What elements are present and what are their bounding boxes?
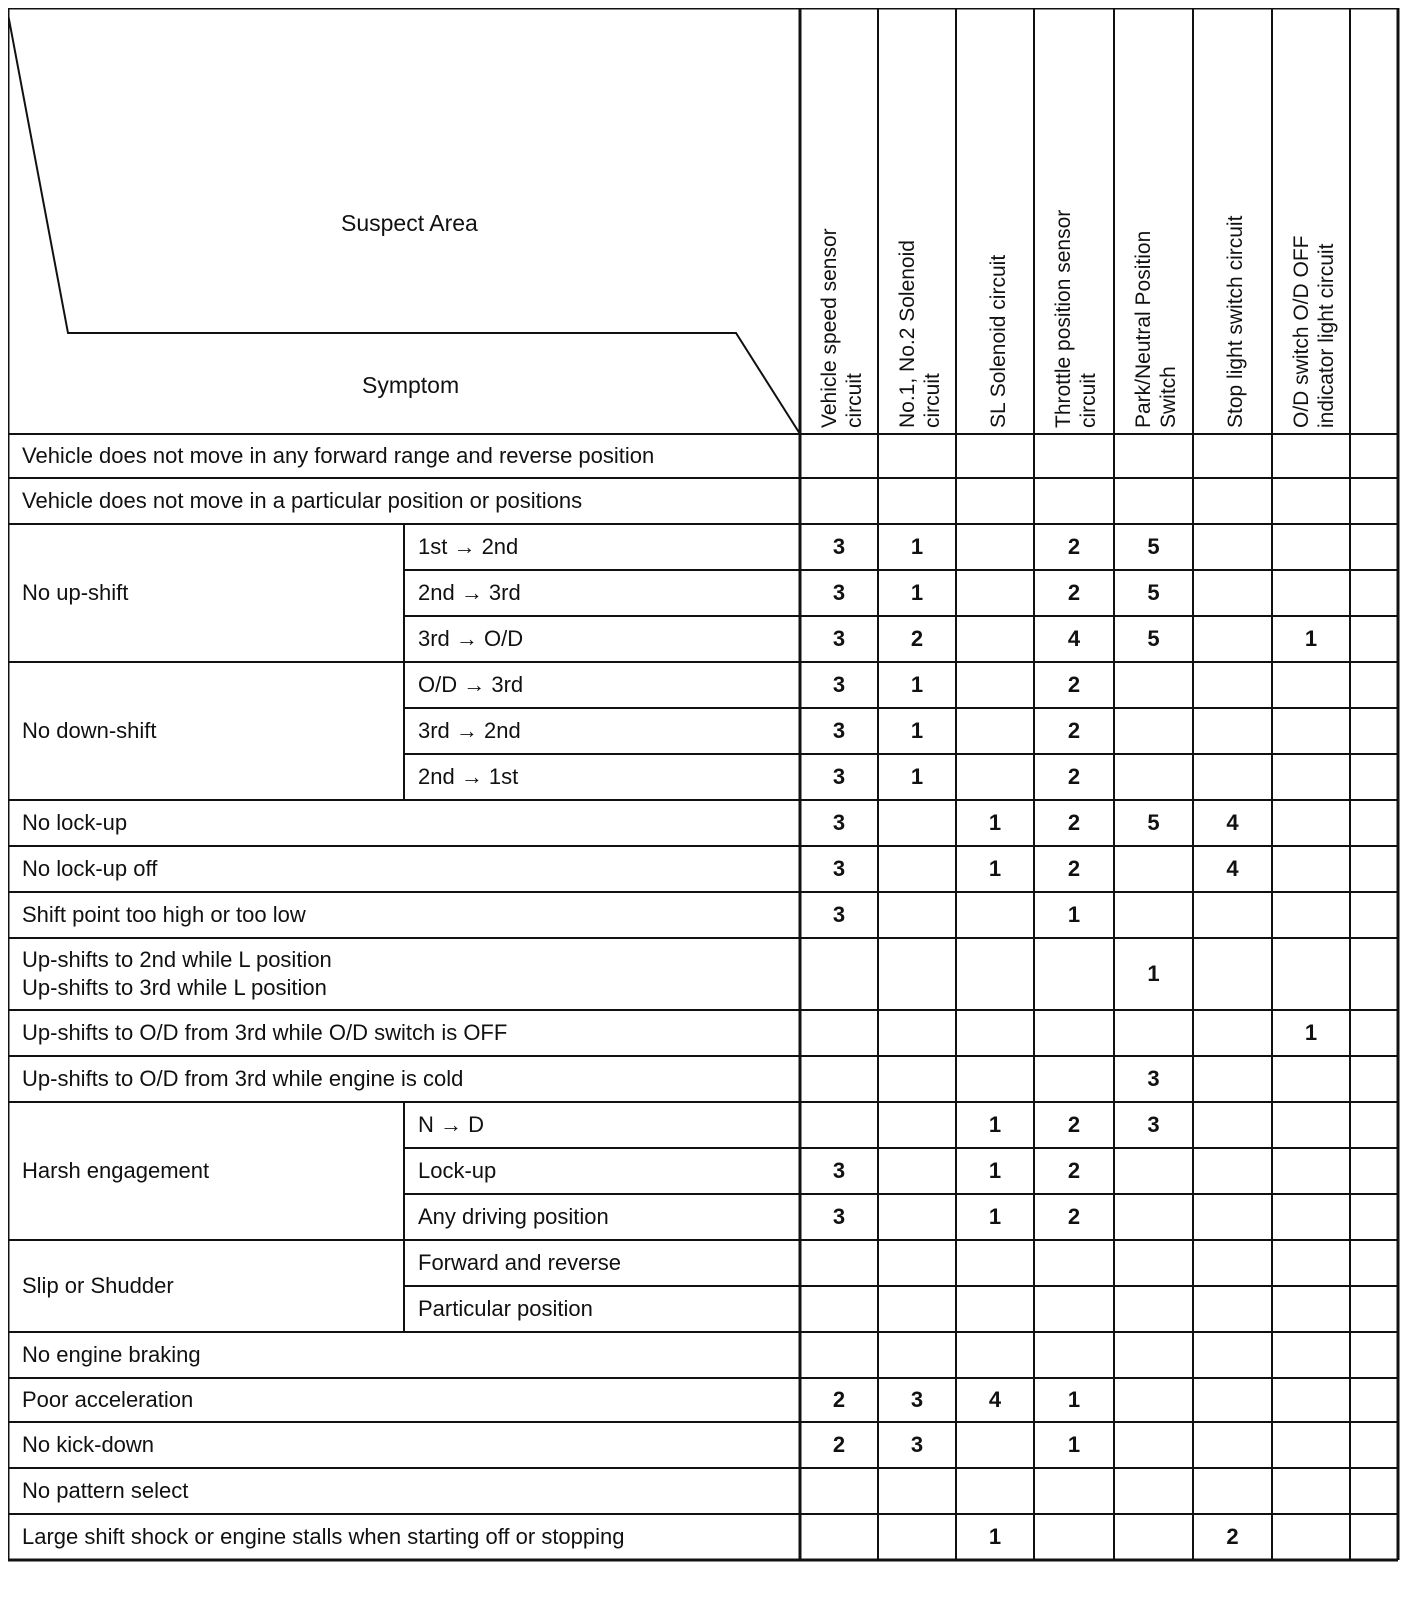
priority-value: 2 (910, 626, 924, 651)
priority-value: 1 (1147, 961, 1160, 986)
priority-value: 4 (1067, 626, 1081, 651)
priority-value: 3 (832, 534, 846, 559)
priority-value: 1 (910, 718, 924, 743)
sub-symptom-cell: Particular position (418, 1296, 593, 1321)
priority-value: 2 (1067, 1158, 1081, 1183)
priority-value: 4 (988, 1387, 1002, 1412)
priority-value: 2 (1067, 1112, 1081, 1137)
priority-value: 5 (1147, 534, 1160, 559)
priority-value: 2 (1067, 534, 1081, 559)
group-label: No up-shift (22, 580, 129, 605)
priority-value: 1 (988, 810, 1002, 835)
priority-value: 3 (832, 580, 846, 605)
symptom-cell: Up-shifts to O/D from 3rd while O/D switch is OFF (22, 1020, 508, 1045)
priority-value: 2 (832, 1432, 846, 1457)
priority-value: 4 (1226, 856, 1239, 881)
troubleshooting-table (8, 8, 1400, 1616)
priority-value: 3 (1147, 1112, 1160, 1137)
column-header: Vehicle speed sensor circuit (818, 228, 866, 428)
sub-symptom-cell: 1st → 2nd (418, 534, 519, 559)
group-label: Harsh engagement (22, 1158, 210, 1183)
priority-value: 3 (832, 718, 846, 743)
priority-value: 2 (1067, 856, 1081, 881)
column-header: O/D switch O/D OFF indicator light circuit (1290, 235, 1338, 428)
priority-value: 1 (988, 1204, 1002, 1229)
priority-value: 1 (910, 534, 924, 559)
symptom-cell: Large shift shock or engine stalls when starting off or stopping (22, 1524, 625, 1549)
priority-value: 3 (832, 626, 846, 651)
priority-value: 2 (832, 1387, 846, 1412)
priority-value: 1 (988, 1112, 1002, 1137)
sub-symptom-cell: 3rd → 2nd (418, 718, 521, 743)
priority-value: 3 (910, 1387, 924, 1412)
symptom-cell: No engine braking (22, 1342, 201, 1367)
priority-value: 1 (1067, 1432, 1081, 1457)
priority-value: 3 (832, 810, 846, 835)
priority-value: 3 (832, 1158, 846, 1183)
sub-symptom-cell: 2nd → 3rd (418, 580, 521, 605)
symptom-cell: No lock-up off (22, 856, 158, 881)
priority-value: 2 (1067, 764, 1081, 789)
priority-value: 3 (832, 1204, 846, 1229)
symptom-cell: Up-shifts to 2nd while L position Up-shifts to 3rd while L position (22, 947, 332, 1000)
sub-symptom-cell: N → D (418, 1112, 484, 1137)
symptom-cell: No pattern select (22, 1478, 189, 1503)
priority-value: 2 (1067, 1204, 1081, 1229)
priority-value: 1 (1067, 902, 1081, 927)
column-header: Park/Neutral Position Switch (1132, 230, 1180, 428)
column-header: No.1, No.2 Solenoid circuit (896, 240, 944, 428)
sub-symptom-cell: Any driving position (418, 1204, 609, 1229)
priority-value: 5 (1147, 626, 1160, 651)
sub-symptom-cell: Forward and reverse (418, 1250, 621, 1275)
symptom-cell: Up-shifts to O/D from 3rd while engine is cold (22, 1066, 464, 1091)
group-label: No down-shift (22, 718, 157, 743)
priority-value: 3 (832, 764, 846, 789)
priority-value: 1 (988, 856, 1002, 881)
priority-value: 1 (1067, 1387, 1081, 1412)
priority-value: 2 (1067, 580, 1081, 605)
symptom-cell: Shift point too high or too low (22, 902, 306, 927)
sub-symptom-cell: Lock-up (418, 1158, 497, 1183)
symptom-cell: Vehicle does not move in any forward range and reverse position (22, 443, 655, 468)
priority-value: 3 (832, 902, 846, 927)
sub-symptom-cell: 3rd → O/D (418, 626, 524, 651)
column-header: Throttle position sensor circuit (1052, 209, 1100, 428)
sub-symptom-cell: 2nd → 1st (418, 764, 519, 789)
column-header: Stop light switch circuit (1223, 215, 1247, 428)
symptom-label: Symptom (362, 372, 460, 398)
priority-value: 2 (1067, 672, 1081, 697)
group-label: Slip or Shudder (22, 1273, 174, 1298)
symptom-cell: Vehicle does not move in a particular position or positions (22, 488, 583, 513)
priority-value: 3 (832, 672, 846, 697)
priority-value: 3 (832, 856, 846, 881)
priority-value: 3 (1147, 1066, 1160, 1091)
suspect-area-label: Suspect Area (341, 210, 478, 236)
sub-symptom-cell: O/D → 3rd (418, 672, 524, 697)
priority-value: 4 (1226, 810, 1239, 835)
priority-value: 5 (1147, 810, 1160, 835)
priority-value: 1 (988, 1524, 1002, 1549)
priority-value: 2 (1226, 1524, 1239, 1549)
priority-value: 1 (910, 764, 924, 789)
priority-value: 1 (910, 580, 924, 605)
priority-value: 1 (988, 1158, 1002, 1183)
column-header: SL Solenoid circuit (986, 254, 1010, 428)
priority-value: 1 (910, 672, 924, 697)
symptom-cell: No lock-up (22, 810, 128, 835)
priority-value: 1 (1304, 1020, 1318, 1045)
priority-value: 1 (1304, 626, 1318, 651)
priority-value: 2 (1067, 810, 1081, 835)
priority-value: 2 (1067, 718, 1081, 743)
priority-value: 3 (910, 1432, 924, 1457)
symptom-cell: Poor acceleration (22, 1387, 194, 1412)
priority-value: 5 (1147, 580, 1160, 605)
symptom-cell: No kick-down (22, 1432, 155, 1457)
